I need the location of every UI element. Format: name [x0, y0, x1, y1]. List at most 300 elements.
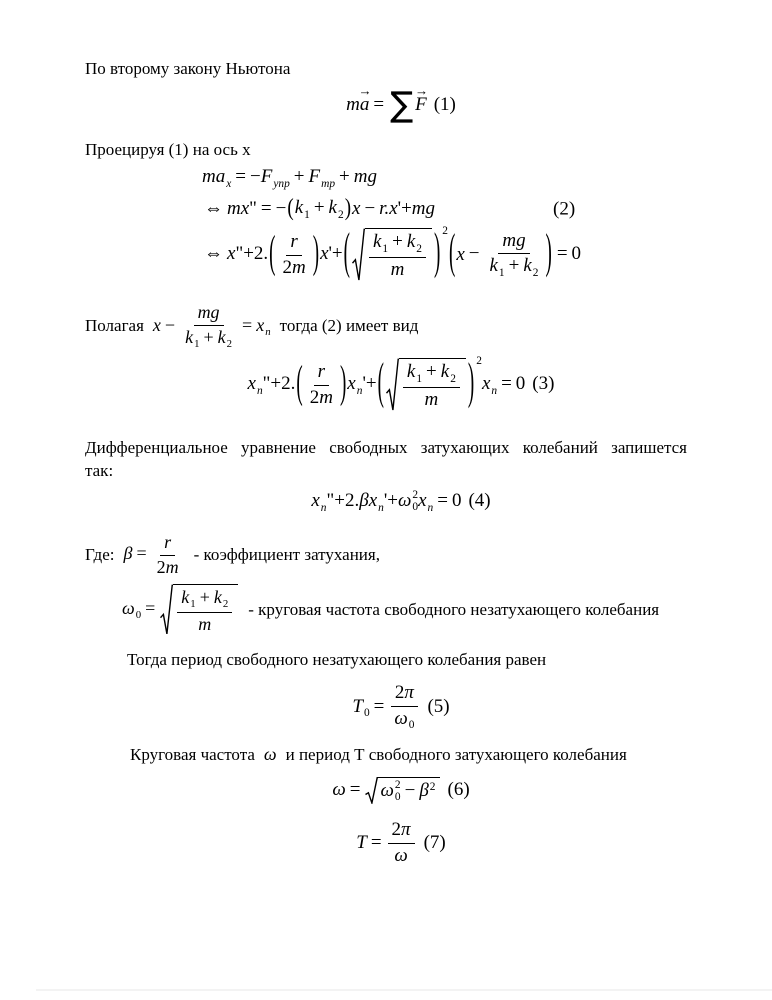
math-operator: − — [404, 780, 416, 802]
fraction-numerator — [314, 361, 329, 386]
math-number: 2 — [394, 779, 401, 791]
math-operator: = — [145, 598, 156, 619]
math-exponent: 2 — [442, 225, 448, 237]
math-variable: r.x — [379, 197, 398, 219]
math-subscript — [364, 707, 370, 719]
fraction — [279, 231, 310, 280]
equation-number: (5) — [427, 695, 450, 717]
math-row — [395, 682, 414, 703]
math-variable: x — [418, 490, 427, 512]
math-variable: ω — [332, 778, 346, 800]
math-number: 1 — [190, 598, 196, 611]
paren-group — [343, 224, 448, 282]
math-subscript — [450, 373, 456, 385]
math-row — [310, 387, 333, 408]
paragraph-diffeq-line2: так: — [85, 461, 114, 480]
math-number: " — [249, 197, 257, 219]
math-operator: = — [373, 695, 385, 717]
math-variable: ma — [202, 166, 226, 187]
math-subscripted — [247, 373, 263, 397]
math-number: 2 — [532, 266, 539, 279]
math-row — [247, 354, 555, 411]
paren-group — [295, 357, 347, 410]
math-superscript — [430, 781, 436, 793]
math-variable: m — [165, 556, 179, 577]
math-row — [456, 230, 544, 281]
equation-5 — [30, 682, 772, 733]
math-number: 0 — [412, 500, 419, 513]
math-variable: mg — [353, 166, 377, 187]
radical-icon — [365, 777, 378, 804]
math-row — [352, 682, 450, 732]
math-variable: mx — [227, 197, 250, 219]
fraction — [153, 532, 183, 578]
math-subscript — [223, 598, 228, 610]
equation-number: (6) — [447, 778, 470, 800]
math-operator: + — [508, 255, 520, 277]
math-subscripted — [213, 587, 229, 611]
math-variable: k — [185, 326, 194, 347]
vector — [414, 83, 429, 117]
open-paren: ( — [343, 224, 350, 281]
math-variable: m — [319, 386, 333, 408]
math-number: '+ — [383, 490, 398, 512]
paragraph-newton-law: По второму закону Ньютона — [85, 59, 291, 78]
radical-icon — [160, 584, 173, 636]
math-operator: ⇔ — [204, 197, 223, 219]
math-variable: k — [406, 361, 416, 382]
math-subscripted — [368, 490, 384, 514]
math-number: 2 — [222, 598, 229, 611]
math-subscript — [304, 209, 310, 221]
fraction-denominator — [306, 386, 337, 410]
close-paren: ) — [545, 225, 552, 280]
math-number: 2 — [429, 781, 436, 794]
math-subscript — [226, 178, 231, 190]
math-variable: ω — [397, 490, 412, 512]
math-row — [406, 361, 456, 385]
math-variable: mg — [197, 302, 220, 322]
math-number: 2 — [391, 819, 402, 840]
equation-number: (7) — [423, 831, 446, 853]
circular-tail-text: и период Т свободного затухающего колебания — [285, 744, 627, 764]
math-number: 2 — [337, 208, 344, 221]
radical-icon — [386, 358, 399, 412]
math-subscripted — [347, 373, 363, 397]
math-variable: m — [390, 259, 405, 281]
math-subscript — [265, 326, 270, 338]
math-operator: + — [313, 197, 325, 218]
math-variable: T — [356, 831, 367, 853]
math-variable: x — [256, 314, 265, 335]
assuming-tail-text: тогда (2) имеет вид — [279, 316, 419, 336]
math-number: 2 — [394, 682, 405, 703]
paren-group — [448, 225, 553, 281]
equation-number: (4) — [468, 490, 491, 512]
math-variable: ω — [394, 844, 408, 866]
math-operator: − — [164, 314, 176, 335]
paren-content — [277, 231, 312, 280]
vector-arrow-icon: → — [414, 83, 429, 99]
math-variable: k — [181, 587, 190, 607]
math-subscript — [273, 178, 289, 190]
math-row — [264, 744, 277, 764]
math-row — [122, 587, 239, 635]
math-number: '+ — [397, 197, 412, 219]
math-number: 1 — [382, 242, 389, 255]
math-variable: x — [227, 243, 236, 265]
equation-6 — [30, 777, 772, 804]
math-operator: = — [260, 197, 272, 219]
math-operator: = — [437, 490, 448, 512]
fraction — [369, 231, 426, 282]
fraction-numerator — [403, 361, 460, 388]
math-subscripted — [294, 197, 310, 221]
math-variable: k — [440, 361, 450, 382]
math-subscripted — [440, 361, 456, 385]
math-operator: = — [373, 93, 385, 115]
math-variable: k — [213, 587, 222, 607]
math-operator: = — [136, 543, 147, 564]
math-operator: + — [293, 166, 305, 187]
paragraph-where-beta — [85, 532, 380, 578]
math-variable: n — [256, 384, 263, 397]
open-paren: ( — [296, 357, 303, 409]
open-paren: ( — [449, 225, 456, 280]
math-operator: + — [426, 361, 437, 382]
sum-symbol: ∑ — [390, 85, 414, 125]
math-variable: x — [152, 314, 161, 335]
math-subsup-stack — [395, 780, 401, 804]
math-subscript — [395, 792, 401, 804]
math-variable: r — [317, 360, 326, 382]
math-subscripted — [406, 231, 422, 255]
math-row — [346, 83, 456, 125]
math-row — [157, 557, 179, 577]
math-row — [185, 326, 233, 350]
math-subscripted — [418, 490, 434, 514]
close-paren: ) — [339, 357, 347, 409]
fraction-numerator — [391, 682, 418, 707]
paren-content — [295, 197, 344, 222]
math-variable: mg — [411, 197, 436, 219]
fraction-denominator — [421, 388, 443, 412]
fraction-numerator — [194, 302, 224, 326]
math-variable: n — [320, 501, 327, 514]
math-number: − — [250, 166, 261, 187]
math-number: 2. — [344, 490, 360, 512]
equation-2-line-3 — [200, 224, 582, 282]
math-number: 1 — [498, 266, 505, 279]
paragraph-period-intro: Тогда период свободного незатухающего колебания равен — [127, 650, 547, 669]
radical-icon — [352, 228, 365, 282]
math-variable: T — [352, 695, 363, 717]
math-operator: + — [199, 587, 210, 607]
fraction-denominator — [390, 707, 418, 733]
math-number: 0 — [363, 707, 370, 720]
math-row — [200, 195, 576, 222]
equation-number: (3) — [532, 373, 555, 395]
equation-1 — [30, 83, 772, 125]
math-number: 2 — [412, 489, 419, 501]
circular-lead-text: Круговая частота — [130, 744, 255, 764]
math-variable: n — [427, 501, 434, 514]
math-number: '+ — [362, 373, 377, 395]
math-variable: r — [290, 230, 298, 252]
math-number: 1 — [194, 337, 200, 350]
math-row — [372, 231, 422, 255]
fraction-denominator — [279, 256, 310, 280]
math-variable: упр — [273, 177, 290, 190]
paragraph-assuming — [85, 302, 418, 351]
vector — [358, 83, 372, 117]
fraction — [388, 819, 415, 868]
beta-description-text: - коэффициент затухания, — [193, 545, 380, 565]
math-row — [380, 780, 435, 804]
square-root — [365, 777, 439, 804]
math-operator: + — [392, 231, 403, 252]
math-number: 0 — [571, 243, 582, 265]
paren-content — [304, 361, 339, 410]
math-number: '+ — [328, 243, 343, 265]
math-variable: n — [265, 325, 271, 338]
math-variable: ω — [263, 744, 277, 764]
math-variable: k — [294, 197, 304, 218]
close-paren: ) — [312, 227, 320, 279]
math-variable: k — [523, 255, 532, 277]
radicand — [173, 584, 238, 636]
math-variable: m — [424, 389, 439, 411]
math-operator: = — [501, 373, 512, 395]
math-number: 0 — [451, 490, 462, 512]
math-exponent: 2 — [476, 355, 482, 367]
math-subsup — [380, 780, 400, 801]
math-operator: + — [203, 326, 214, 347]
fraction-numerator — [160, 532, 175, 556]
math-operator: − — [364, 197, 376, 219]
fraction-denominator — [387, 258, 409, 282]
math-number: 1 — [416, 372, 423, 385]
paren-group — [286, 197, 352, 222]
equation-2-line-1 — [202, 166, 377, 191]
math-subscript — [136, 609, 141, 621]
math-row — [295, 197, 344, 222]
math-row — [392, 819, 411, 840]
radicand — [378, 777, 439, 804]
math-subscripted — [181, 587, 196, 611]
math-operator: = — [242, 314, 253, 335]
math-number: 2. — [281, 373, 296, 395]
math-variable: r — [164, 532, 172, 552]
assuming-math — [153, 302, 271, 351]
math-row — [181, 587, 229, 611]
math-subscripted — [308, 166, 336, 190]
omega0-description-text: - круговая частота свободного незатухающего колебания — [248, 599, 660, 619]
close-paren: ) — [467, 354, 475, 411]
equation-number: (1) — [433, 93, 456, 115]
math-subscripted — [260, 166, 290, 190]
beta-math — [123, 532, 184, 578]
math-number: 2 — [416, 242, 422, 255]
equation-7 — [30, 819, 772, 868]
math-variable: x — [311, 490, 320, 512]
math-subscript — [190, 598, 195, 610]
math-subscript — [382, 243, 388, 255]
math-subscript — [499, 267, 505, 279]
math-subscripted — [489, 255, 505, 279]
math-row — [152, 302, 271, 350]
math-operator: + — [339, 166, 350, 187]
paren-content — [456, 230, 544, 281]
page-bottom-edge — [36, 989, 772, 991]
square-root — [386, 358, 466, 412]
math-row — [123, 532, 184, 577]
math-variable: x — [456, 243, 465, 265]
equation-number: (2) — [553, 198, 576, 220]
math-variable: x — [247, 373, 256, 395]
math-subscript — [416, 373, 422, 385]
square-root — [352, 228, 432, 282]
vector-arrow-icon: → — [358, 83, 372, 99]
math-variable: F — [260, 166, 273, 187]
math-subscript — [491, 385, 497, 397]
math-number: "+ — [326, 490, 345, 512]
math-variable: β — [419, 780, 429, 802]
math-number: − — [275, 197, 287, 219]
math-operator: = — [370, 831, 382, 853]
fraction-denominator — [485, 254, 542, 280]
math-variable: x — [320, 243, 329, 265]
math-variable: m — [292, 256, 306, 278]
math-row — [283, 257, 306, 278]
square-root — [160, 584, 238, 636]
open-paren: ( — [377, 354, 384, 411]
math-variable: n — [378, 501, 384, 514]
math-subscript — [321, 178, 335, 190]
open-paren: ( — [269, 227, 276, 279]
math-operator: = — [235, 166, 247, 187]
math-subscripted — [394, 707, 415, 732]
math-subscripted — [217, 326, 233, 350]
math-number: 2 — [282, 256, 292, 278]
math-subscripted — [202, 166, 232, 190]
math-number: 2 — [450, 372, 456, 385]
math-variable: n — [491, 384, 498, 397]
math-variable: π — [401, 819, 411, 840]
math-number: 2. — [253, 243, 269, 265]
math-variable: k — [217, 326, 226, 347]
fraction-numerator — [498, 230, 529, 255]
math-subscripted — [352, 695, 370, 720]
math-operator: ⇔ — [204, 243, 223, 265]
math-subscripted — [406, 361, 423, 385]
fraction — [390, 682, 418, 733]
math-variable: ω — [122, 598, 135, 619]
math-subscript — [409, 719, 415, 731]
math-variable: π — [404, 682, 414, 703]
math-variable: x — [226, 177, 232, 190]
math-subscripted — [372, 231, 389, 255]
math-number: 1 — [304, 208, 310, 221]
math-number: 2 — [309, 386, 320, 408]
math-variable: m — [346, 93, 360, 115]
math-row — [489, 255, 539, 279]
math-subscripted — [523, 255, 539, 279]
radicand — [399, 358, 466, 412]
math-subscripted — [328, 197, 344, 221]
math-variable: ω — [380, 780, 394, 802]
fraction — [177, 587, 232, 636]
omega0-math — [122, 584, 239, 636]
paragraph-diffeq-line1: Дифференциальное уравнение свободных затухающих колебаний запишется — [85, 438, 687, 457]
math-variable: m — [198, 614, 212, 635]
math-subscripted — [256, 314, 271, 338]
paragraph-omega0 — [122, 584, 659, 636]
math-variable: F — [308, 166, 321, 187]
math-variable: k — [328, 197, 337, 218]
math-number: "+ — [235, 243, 254, 265]
fraction — [306, 361, 337, 410]
math-variable: k — [489, 255, 498, 277]
fraction — [181, 302, 236, 351]
math-subsup — [398, 490, 418, 511]
math-variable: β — [123, 543, 133, 564]
math-operator: = — [349, 778, 361, 800]
fraction-numerator — [369, 231, 426, 258]
radicand — [365, 228, 432, 282]
fraction-numerator — [177, 587, 232, 613]
paren-content — [385, 358, 467, 412]
math-variable: ω — [394, 707, 408, 729]
math-row — [202, 166, 377, 190]
close-paren: ) — [433, 224, 441, 281]
math-variable: β — [359, 490, 369, 512]
paren-group — [268, 227, 320, 280]
math-variable: x — [352, 197, 361, 219]
math-number: "+ — [262, 373, 282, 395]
math-operator: = — [556, 243, 568, 265]
equation-2-line-2 — [200, 197, 772, 222]
math-variable: k — [406, 231, 416, 252]
math-subscript — [428, 502, 434, 514]
fraction-denominator — [153, 556, 183, 579]
math-variable: k — [372, 231, 382, 252]
math-number: 0 — [394, 790, 401, 803]
paren-group — [377, 354, 482, 412]
omega-inline-math — [264, 744, 277, 766]
math-variable: a — [359, 93, 370, 115]
math-subscripted — [481, 373, 498, 397]
paragraph-circular-frequency — [130, 744, 627, 766]
where-lead-text: Где: — [85, 545, 115, 565]
math-number: 0 — [515, 373, 526, 395]
math-subscripted — [185, 326, 200, 350]
assuming-lead-text: Полагая — [85, 316, 144, 336]
close-paren: ) — [344, 195, 352, 222]
math-variable: F — [415, 93, 427, 115]
math-subscript — [416, 243, 422, 255]
math-subscripted — [311, 490, 327, 514]
math-number: 2 — [156, 556, 166, 577]
equation-3 — [30, 354, 772, 412]
math-variable: x — [347, 373, 356, 395]
math-subscripted — [122, 598, 142, 622]
math-row — [332, 778, 470, 803]
fraction-denominator — [181, 326, 236, 351]
fraction-numerator — [286, 231, 301, 256]
math-subscript — [227, 338, 232, 350]
fraction-denominator — [390, 844, 411, 868]
